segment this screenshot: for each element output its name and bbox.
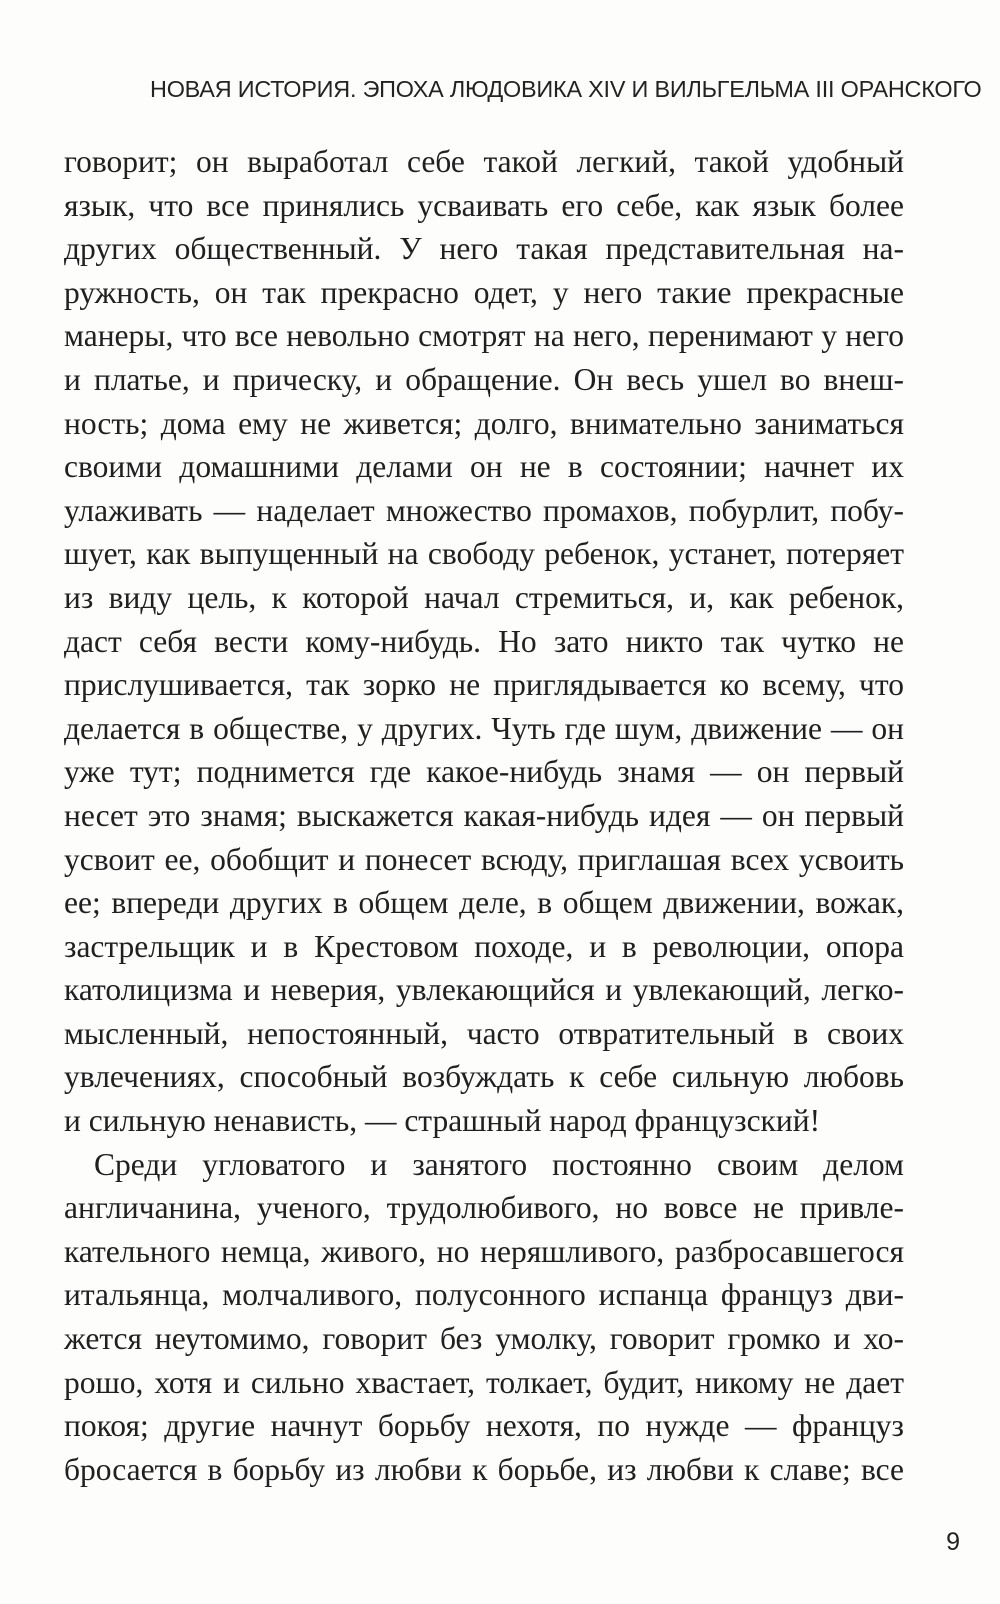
text-line: делается в обществе, у других. Чуть где шум, движение — он <box>64 710 904 746</box>
text-line: усвоит ее, обобщит и понесет всюду, приглашая всех усвоить <box>64 841 904 877</box>
text-line: застрельщик и в Крестовом походе, и в революции, опора <box>64 928 904 964</box>
text-line: своими домашними делами он не в состоянии; начнет их <box>64 449 904 485</box>
text-line: рошо, хотя и сильно хвастает, толкает, будит, никому не дает <box>64 1364 904 1400</box>
text-line: манеры, что все невольно смотрят на него, перенимают у него <box>64 318 904 354</box>
text-line: ее; впереди других в общем деле, в общем движении, вожак, <box>64 885 904 921</box>
page-number: 9 <box>946 1528 960 1556</box>
text-line: улаживать — наделает множество промахов, побурлит, побу- <box>64 492 904 528</box>
paragraph <box>64 140 904 1143</box>
text-line: несет это знамя; выскажется какая-нибудь идея — он первый <box>64 797 904 833</box>
text-line: ность; дома ему не живется; долго, внимательно заниматься <box>64 405 904 441</box>
text-line: других общественный. У него такая представительная на- <box>64 231 904 267</box>
text-line: говорит; он выработал себе такой легкий, такой удобный <box>64 144 904 179</box>
running-header: НОВАЯ ИСТОРИЯ. ЭПОХА ЛЮДОВИКА XIV И ВИЛЬГЕЛЬМА III ОРАНСКОГО <box>150 76 982 102</box>
text-line: уже тут; поднимется где какое-нибудь знамя — он первый <box>64 754 904 790</box>
text-line: Среди угловатого и занятого постоянно своим делом <box>94 1146 904 1182</box>
text-line: ружность, он так прекрасно одет, у него такие прекрасные <box>64 274 904 310</box>
text-line: католицизма и неверия, увлекающийся и увлекающий, легко- <box>64 972 904 1008</box>
text-line: даст себя вести кому-нибудь. Но зато никто так чутко не <box>64 623 904 659</box>
text-line: мысленный, непостоянный, часто отвратительный в своих <box>64 1015 904 1051</box>
text-line: англичанина, ученого, трудолюбивого, но вовсе не привле- <box>64 1190 904 1226</box>
text-line: и сильную ненависть, — страшный народ французский! <box>64 1103 821 1139</box>
text-line: увлечениях, способный возбуждать к себе сильную любовь <box>64 1059 904 1095</box>
text-line: из виду цель, к которой начал стремиться, и, как ребенок, <box>64 579 904 615</box>
text-line: и платье, и прическу, и обращение. Он весь ушел во внеш- <box>64 361 904 397</box>
text-line: шует, как выпущенный на свободу ребенок, устанет, потеряет <box>64 536 904 572</box>
text-line: язык, что все принялись усваивать его себе, как язык более <box>64 187 904 223</box>
text-line: кательного немца, живого, но неряшливого, разбросавшегося <box>64 1233 904 1269</box>
text-line: итальянца, молчаливого, полусонного испанца француз дви- <box>64 1277 904 1313</box>
text-line: покоя; другие начнут борьбу нехотя, по нужде — француз <box>64 1408 904 1444</box>
text-line: жется неутомимо, говорит без умолку, говорит громко и хо- <box>64 1321 904 1357</box>
text-line: бросается в борьбу из любви к борьбе, из любви к славе; все <box>64 1451 904 1487</box>
paragraph <box>64 1143 904 1492</box>
text-line: прислушивается, так зорко не приглядывается ко всему, что <box>64 667 904 703</box>
body-text <box>64 140 904 1491</box>
